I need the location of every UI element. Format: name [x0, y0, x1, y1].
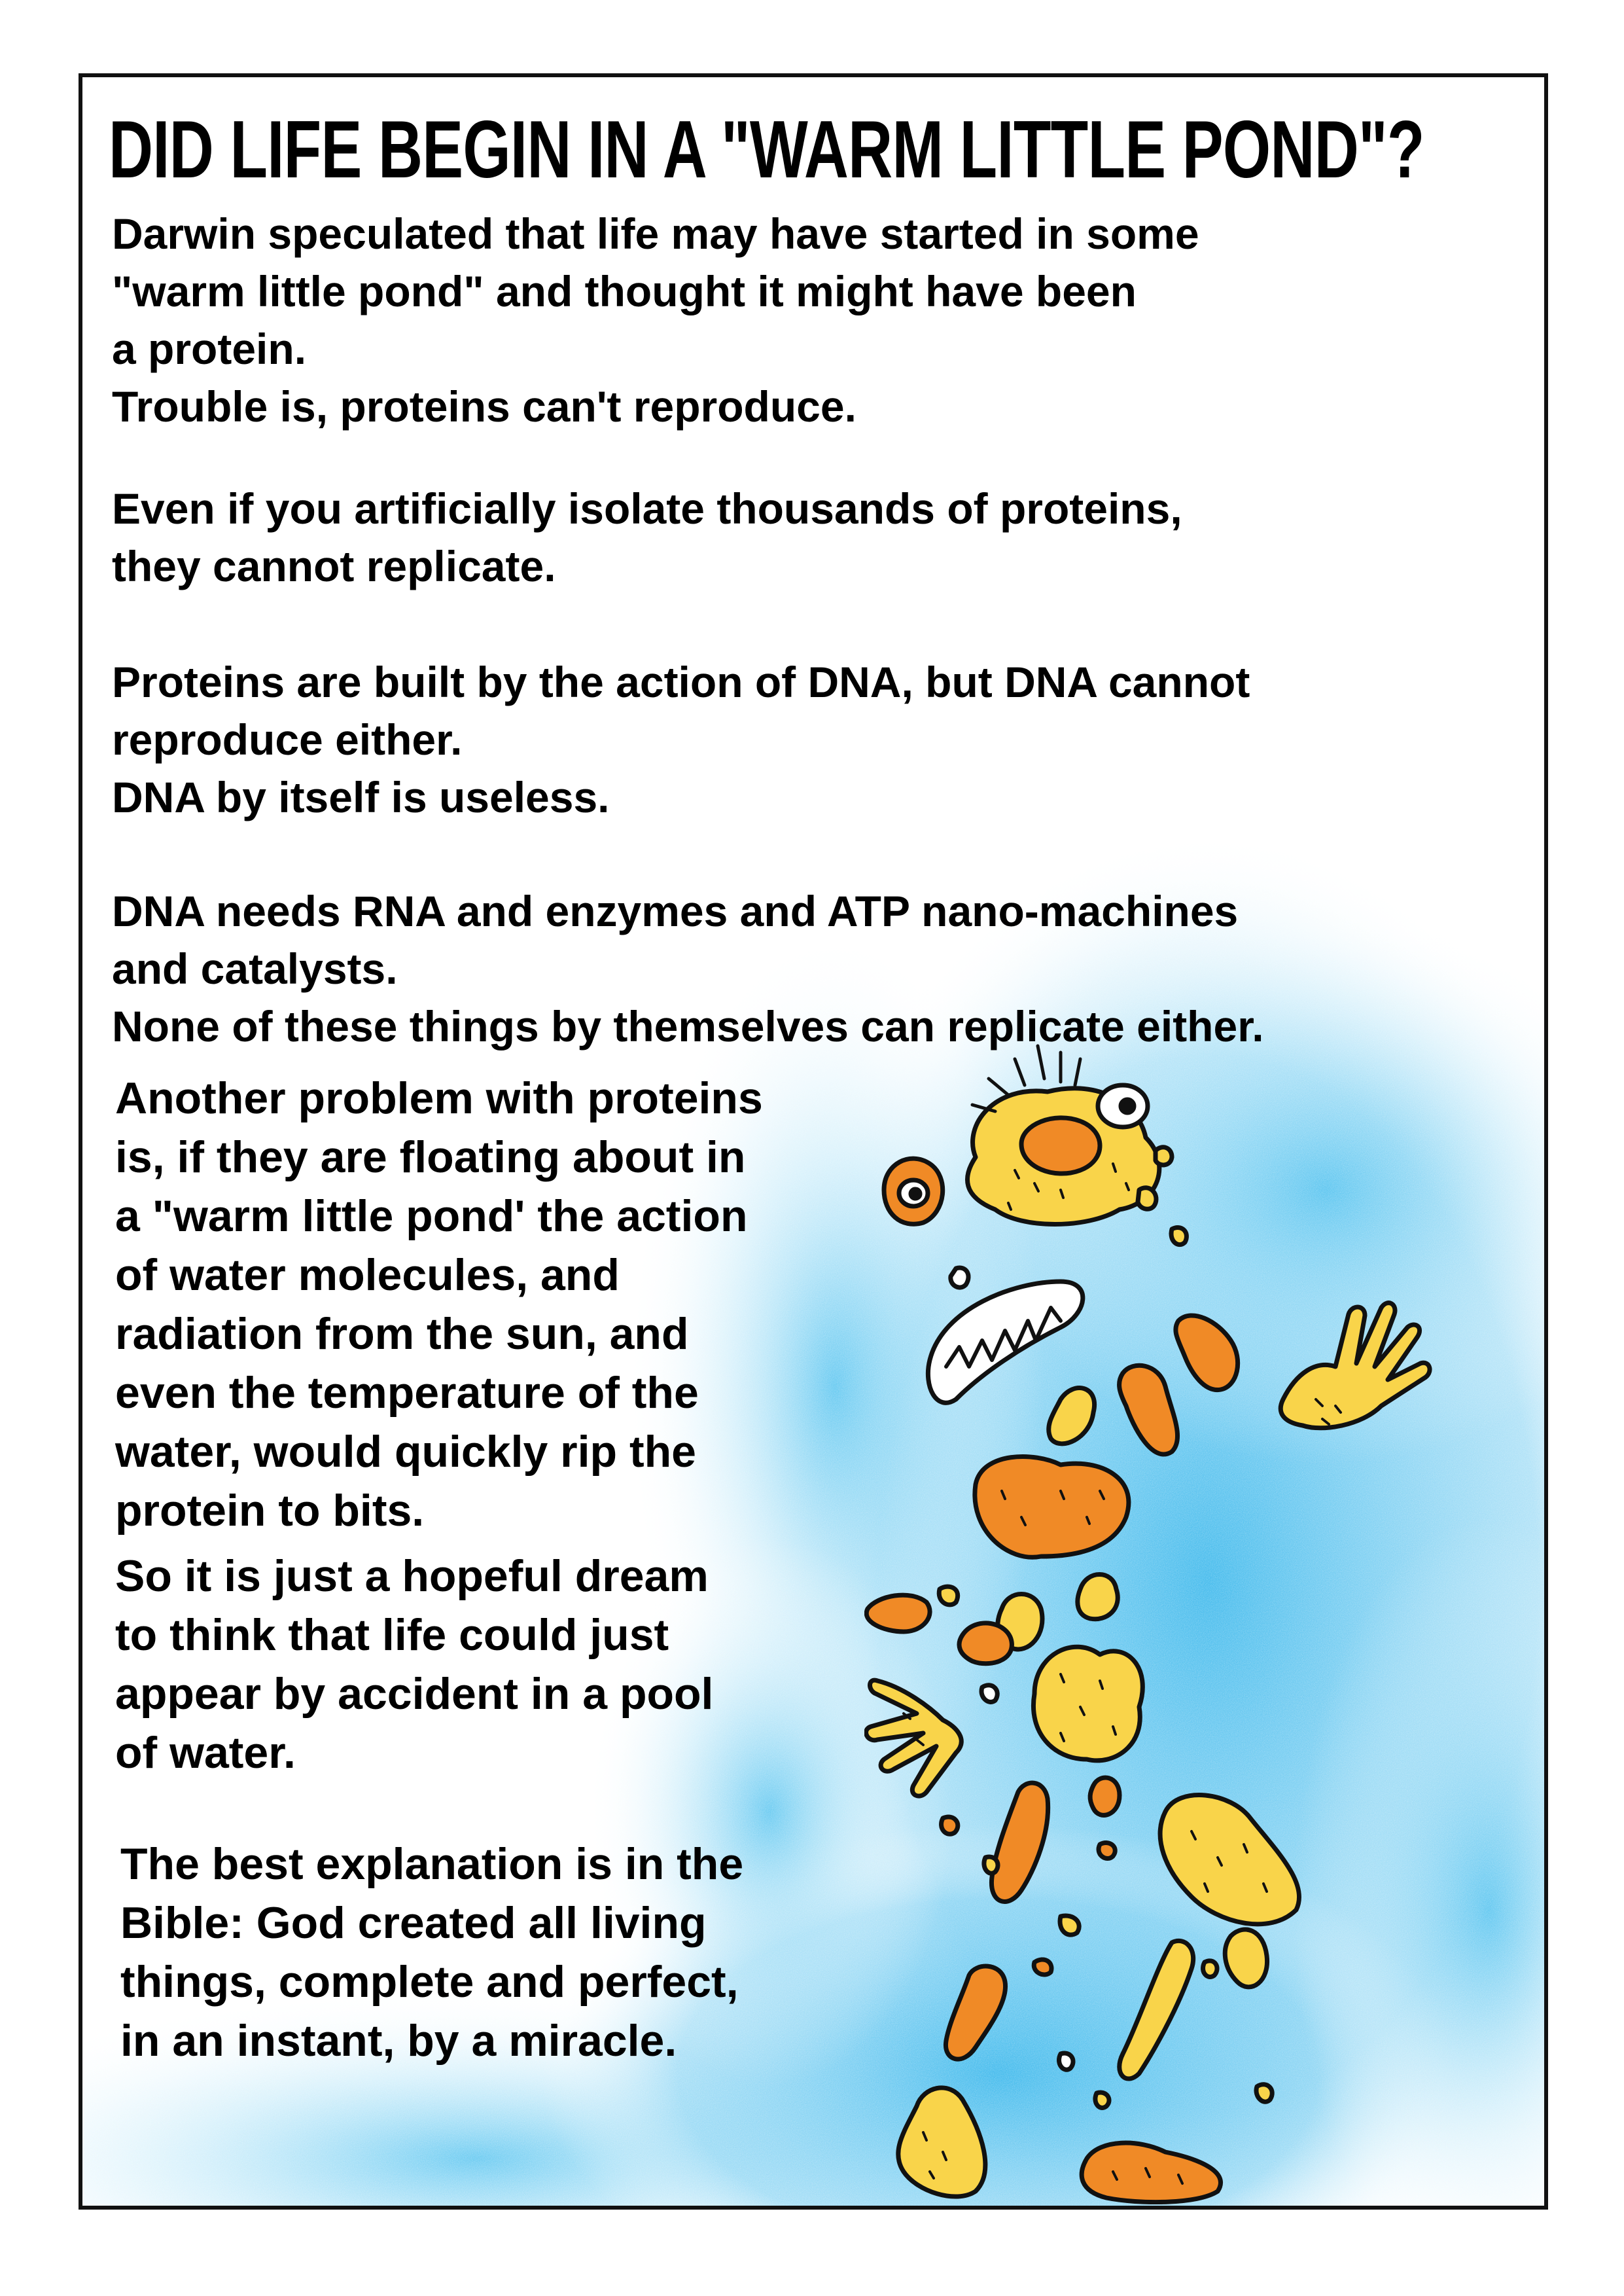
page-title: DID LIFE BEGIN IN A "WARM LITTLE POND"? [109, 105, 1424, 195]
page-frame [79, 73, 1548, 2210]
paragraph-dna: Proteins are built by the action of DNA, but DNA cannot reproduce either. DNA by itself is useless. [112, 658, 1250, 821]
left-hand-piece [866, 1680, 962, 1796]
knee-piece [1225, 1929, 1267, 1987]
right-hand-piece [1280, 1303, 1430, 1428]
hip-piece [1160, 1795, 1299, 1924]
paragraph-hopeful-dream: So it is just a hopeful dream to think that life could just appear by accident in a pool of water. [115, 1551, 714, 1778]
paragraph-water-problem: Another problem with proteins is, if they are floating about in a "warm little pond' the action of water molecules, and radiation from the sun, and even the temperature of the water, would quickly rip the protein to bits. [115, 1073, 763, 1535]
chest-piece [975, 1457, 1129, 1558]
paragraph-proteins-replicate: Even if you artificially isolate thousands of proteins, they cannot replicate. [112, 484, 1182, 590]
left-thigh-piece [991, 1783, 1048, 1901]
arm-piece-left [866, 1595, 930, 1632]
paragraph-bible-explanation: The best explanation is in the Bible: God created all living things, complete and perfect, in an instant, by a miracle. [120, 1839, 744, 2066]
disintegrating-protein-figure-icon [864, 1033, 1519, 2204]
forearm-piece [959, 1623, 1012, 1664]
waist-piece [1078, 1575, 1118, 1619]
left-foot-piece [898, 2088, 985, 2197]
neck-piece [1049, 1388, 1095, 1444]
left-shin-piece [945, 1966, 1005, 2059]
paragraph-darwin-pond: Darwin speculated that life may have started in some "warm little pond" and thought it might have been a protein. Trouble is, proteins can't reproduce. [112, 209, 1199, 431]
shoulder-piece [1120, 1365, 1178, 1454]
nose-piece [1021, 1118, 1100, 1174]
right-foot-piece [1082, 2143, 1220, 2202]
belly-piece [1033, 1647, 1142, 1761]
paragraph-rna-enzymes: DNA needs RNA and enzymes and ATP nano-machines and catalysts. None of these things by themselves can replicate either. [112, 887, 1264, 1050]
arm-piece-right [1176, 1316, 1238, 1390]
right-shin-piece [1120, 1941, 1193, 2079]
hip-dot [1090, 1778, 1120, 1815]
mouth [928, 1282, 1082, 1403]
